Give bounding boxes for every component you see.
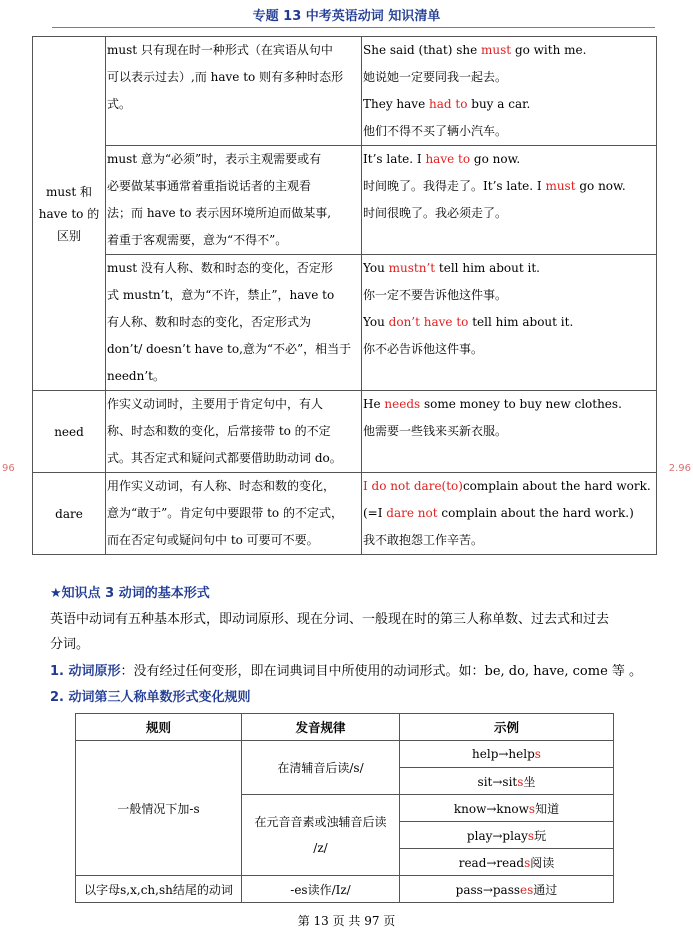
example-cell <box>362 391 657 473</box>
highlighted-text: have to <box>425 152 471 166</box>
table-row <box>33 37 657 146</box>
third-person-rules-table <box>75 713 614 903</box>
example-line <box>363 418 655 445</box>
description-line: don’t/ doesn’t have to,意为“不必”，相当于 <box>107 342 352 356</box>
table-row <box>33 146 657 255</box>
example-line <box>363 336 655 363</box>
rule-s-x-ch-sh: 以字母s,x,ch,sh结尾的动词 <box>76 876 242 903</box>
text-segment: know→know <box>453 801 529 816</box>
text-segment: sit→sit <box>477 774 518 789</box>
example-cell <box>400 876 614 903</box>
example-cell <box>400 795 614 822</box>
description-cell <box>106 473 362 555</box>
pron-voiced <box>242 795 400 876</box>
left-side-mark: 96 <box>2 463 15 474</box>
example-line <box>363 173 655 200</box>
example-line <box>363 64 655 91</box>
keyword-cell: must 和 have to 的区别 <box>33 37 106 391</box>
highlighted-text: mustn’t <box>388 261 436 275</box>
text-segment: 她说她一定要同我一起去。 <box>363 70 508 84</box>
header-rule: 规则 <box>76 714 242 741</box>
text-segment: tell him about it. <box>435 261 540 275</box>
description-cell <box>106 37 362 146</box>
text-segment: You <box>363 315 389 329</box>
header-pronunciation: 发音规律 <box>242 714 400 741</box>
pron-iz: -es读作/Iz/ <box>242 876 400 903</box>
description-line: 用作实义动词，有人称、时态和数的变化， <box>107 479 336 493</box>
text-segment: 时间很晚了。我必须走了。 <box>363 206 508 220</box>
example-cell <box>362 255 657 391</box>
description-line: 可以表示过去）,而 have to 则有多种时态形 <box>107 70 344 84</box>
text-segment: 坐 <box>523 774 536 789</box>
description-line: needn’t。 <box>107 369 165 383</box>
example-line <box>363 473 655 500</box>
example-cell <box>400 741 614 768</box>
item-1-text: ：没有经过任何变形，即在词典词目中所使用的动词形式。如：be, do, have, come 等 。 <box>120 664 643 679</box>
text-segment: go with me. <box>511 43 587 57</box>
example-line <box>363 255 655 282</box>
header-divider <box>52 27 655 28</box>
example-line <box>363 282 655 309</box>
description-line: 称、时态和数的变化，后常接带 to 的不定 <box>107 424 331 438</box>
page-footer: 第 13 页 共 97 页 <box>297 914 396 928</box>
highlighted-text: don’t have to <box>388 315 469 329</box>
highlighted-text: s <box>528 801 536 816</box>
section-3-title: ★知识点 3 动词的基本形式 <box>50 586 210 601</box>
text-segment: 通过 <box>533 882 558 897</box>
highlighted-text: s <box>534 747 541 761</box>
example-line <box>363 527 655 554</box>
example-line <box>363 91 655 118</box>
text-segment: 知道 <box>535 801 560 816</box>
description-cell <box>106 146 362 255</box>
highlighted-text: es <box>520 882 534 897</box>
item-1 <box>50 661 642 683</box>
highlighted-text: needs <box>384 397 421 411</box>
description-line: 有人称、数和时态的变化，否定形式为 <box>107 315 312 329</box>
text-segment: 他们不得不买了辆小汽车。 <box>363 124 508 138</box>
text-segment: pass→pass <box>455 882 521 897</box>
description-cell <box>106 391 362 473</box>
highlighted-text: must <box>481 43 512 57</box>
description-line: 着重于客观需要，意为“不得不”。 <box>107 233 288 247</box>
example-cell <box>400 822 614 849</box>
highlighted-text: I do not dare(to) <box>363 479 463 493</box>
keyword-cell: dare <box>33 473 106 555</box>
text-segment: tell him about it. <box>468 315 574 329</box>
example-line <box>363 391 655 418</box>
keyword-cell: need <box>33 391 106 473</box>
pron-voiceless: 在清辅音后读/s/ <box>242 741 400 795</box>
example-line <box>363 309 655 336</box>
page-header-title: 专题 13 中考英语动词 知识清单 <box>252 9 441 24</box>
text-segment: go now. <box>470 152 521 166</box>
highlighted-text: must <box>545 179 576 193</box>
description-line: 法；而 have to 表示因环境所迫而做某事, <box>107 206 332 220</box>
item-2 <box>50 687 251 709</box>
example-line <box>363 146 655 173</box>
text-segment: buy a car. <box>467 97 531 111</box>
text-segment: You <box>363 261 389 275</box>
modal-verbs-table <box>32 36 657 555</box>
description-line: 意为“敢于”。肯定句中要跟带 to 的不定式， <box>107 506 343 520</box>
text-segment: 他需要一些钱来买新衣服。 <box>363 424 508 438</box>
description-line: 而在否定句或疑问句中 to 可要可不要。 <box>107 533 319 547</box>
text-segment: complain about the hard work.) <box>437 506 634 520</box>
text-segment: 你一定不要告诉他这件事。 <box>363 288 508 302</box>
item-2-label: 2. 动词第三人称单数形式变化规则 <box>50 690 251 705</box>
example-cell <box>362 473 657 555</box>
text-segment: It’s late. I <box>363 152 426 166</box>
text-segment: 阅读 <box>530 855 555 870</box>
example-line <box>363 37 655 64</box>
description-line: must 意为“必须”时，表示主观需要或有 <box>107 152 322 166</box>
table-row <box>33 255 657 391</box>
highlighted-text: s <box>527 828 535 843</box>
example-line <box>363 200 655 227</box>
section-3-intro-line-2: 分词。 <box>50 637 90 652</box>
highlighted-text: s <box>524 855 531 870</box>
pron-voiced-line-2: /z/ <box>313 841 328 855</box>
pron-voiced-line-1: 在元音音素或浊辅音后读 <box>254 815 387 829</box>
text-segment: (=I <box>363 506 387 520</box>
table-header-row <box>76 714 614 741</box>
description-line: 作实义动词时，主要用于肯定句中，有人 <box>107 397 324 411</box>
table-row <box>76 876 614 903</box>
text-segment: 玩 <box>534 828 547 843</box>
text-segment: 时间晚了。我得走了。It’s late. I <box>363 179 546 193</box>
example-line <box>363 500 655 527</box>
example-cell <box>362 37 657 146</box>
highlighted-text: s <box>517 774 524 789</box>
item-1-label: 1. 动词原形 <box>50 664 121 679</box>
text-segment: help→help <box>472 747 535 761</box>
text-segment: complain about the hard work. <box>462 479 651 493</box>
text-segment: She said (that) she <box>363 43 482 57</box>
right-side-mark: 2.96 <box>668 463 691 474</box>
example-cell <box>400 768 614 795</box>
text-segment: 我不敢抱怨工作辛苦。 <box>363 533 484 547</box>
description-cell <box>106 255 362 391</box>
section-3-intro-line-1: 英语中动词有五种基本形式，即动词原形、现在分词、一般现在时的第三人称单数、过去式和过去 <box>50 612 610 627</box>
example-line <box>363 118 655 145</box>
description-line: must 没有人称、数和时态的变化，否定形 <box>107 261 333 275</box>
table-row <box>33 473 657 555</box>
description-line: 式。其否定式和疑问式都要借助助动词 do。 <box>107 451 342 465</box>
text-segment: They have <box>363 97 430 111</box>
description-line: 式 mustn’t，意为“不许，禁止”，have to <box>107 288 335 302</box>
highlighted-text: dare not <box>386 506 438 520</box>
text-segment: play→play <box>466 828 528 843</box>
text-segment: some money to buy new clothes. <box>420 397 622 411</box>
header-example: 示例 <box>400 714 614 741</box>
text-segment: 你不必告诉他这件事。 <box>363 342 484 356</box>
table-row <box>33 391 657 473</box>
rule-general: 一般情况下加-s <box>76 741 242 876</box>
example-cell <box>400 849 614 876</box>
example-cell <box>362 146 657 255</box>
highlighted-text: had to <box>429 97 468 111</box>
description-line: 式。 <box>107 97 132 111</box>
text-segment: He <box>363 397 385 411</box>
description-line: 必要做某事通常着重指说话者的主观看 <box>107 179 312 193</box>
description-line: must 只有现在时一种形式（在宾语从句中 <box>107 43 333 57</box>
text-segment: go now. <box>575 179 626 193</box>
table-row <box>76 741 614 768</box>
text-segment: read→read <box>458 855 525 870</box>
